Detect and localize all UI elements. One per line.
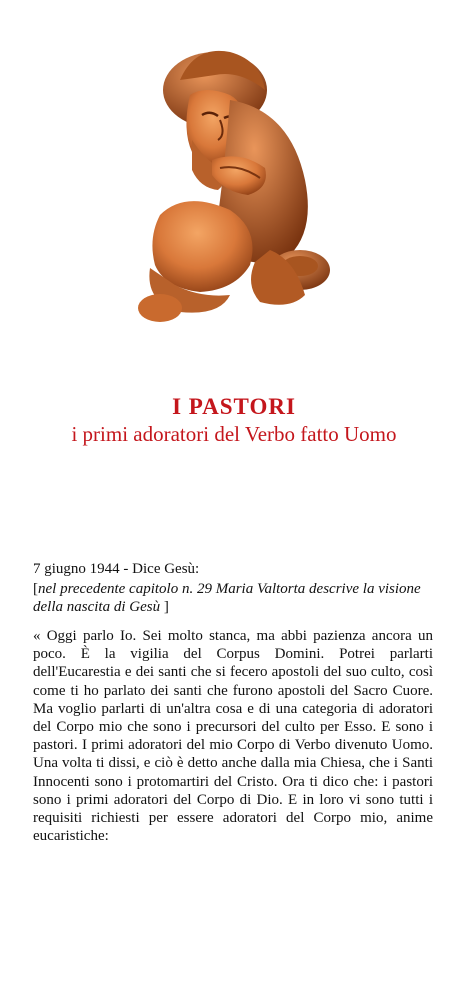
note-open-bracket: [ <box>33 581 38 597</box>
title: I PASTORI <box>172 394 296 419</box>
kneeling-shepherd-figurine <box>120 40 360 340</box>
note-close-bracket: ] <box>160 599 169 615</box>
subtitle: i primi adoratori del Verbo fatto Uomo <box>71 422 397 446</box>
editor-note <box>33 580 433 616</box>
note-text: nel precedente capitolo n. 29 Maria Valtorta descrive la visione della nascita di Gesù <box>33 581 421 615</box>
shepherd-carving-illustration <box>120 40 360 340</box>
date-line: 7 giugno 1944 - Dice Gesù: <box>33 561 200 577</box>
body-paragraph: « Oggi parlo Io. Sei molto stanca, ma abbi pazienza ancora un poco. È la vigilia del Corpus Domini. Potrei parlarti dell'Eucarestia e dei santi che si fecero apostoli del suo culto, così come ti ho parlato dei santi che furono apostoli del Sacro Cuore. Ma voglio parlarti di un'altra cosa e di una categoria di adoratori del Corpo mio che sono i precursori del culto per Esso. E sono i pastori. I primi adoratori del mio Corpo di Verbo divenuto Uomo. Una volta ti dissi, e ciò è detto anche dalla mia Chiesa, che i Santi Innocenti sono i protomartiri del Cristo. Ora ti dico che: i pastori sono i primi adoratori del Corpo di Dio. E in loro vi sono tutti i requisiti richiesti per essere adoratori del Corpo mio, anime eucaristiche: <box>33 628 433 845</box>
page-heading <box>0 393 468 447</box>
